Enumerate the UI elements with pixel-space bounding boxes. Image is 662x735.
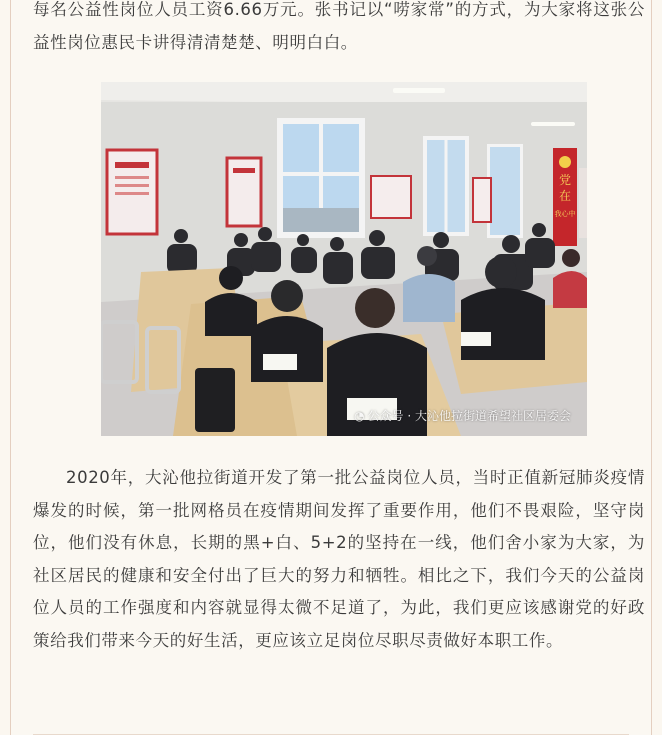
svg-text:党: 党 — [558, 173, 572, 187]
photo-watermark — [354, 407, 571, 424]
article-column — [10, 0, 652, 735]
meeting-photo-illustration — [101, 82, 587, 436]
wechat-official-account-icon: ◔ — [354, 409, 365, 423]
meeting-photo[interactable] — [101, 82, 587, 436]
article-paragraph-2: 2020年，大沁他拉街道开发了第一批公益岗位人员，当时正值新冠肺炎疫情爆发的时候，第一批网格员在疫情期间发挥了重要作用，他们不畏艰险，坚守岗位，他们没有休息，长期的黑+白、5+2的坚持在一线，他们舍小家为大家，为社区居民的健康和安全付出了巨大的努力和牺牲。相比之下，我们今天的公益岗位人员的工作强度和内容就显得太微不足道了，为此，我们更应该感谢党的好政策给我们带来今天的好生活，更应该立足岗位尽职尽责做好本职工作。 — [33, 468, 645, 650]
svg-text:在: 在 — [558, 189, 572, 203]
article-paragraph-1: 每名公益性岗位人员工资6.66万元。张书记以“唠家常”的方式，为大家将这张公益性岗位惠民卡讲得清清楚楚、明明白白。 — [33, 0, 645, 52]
svg-text:我心中: 我心中 — [554, 210, 576, 218]
photo-watermark-text: 公众号 · 大沁他拉街道希望社区居委会 — [367, 409, 571, 423]
